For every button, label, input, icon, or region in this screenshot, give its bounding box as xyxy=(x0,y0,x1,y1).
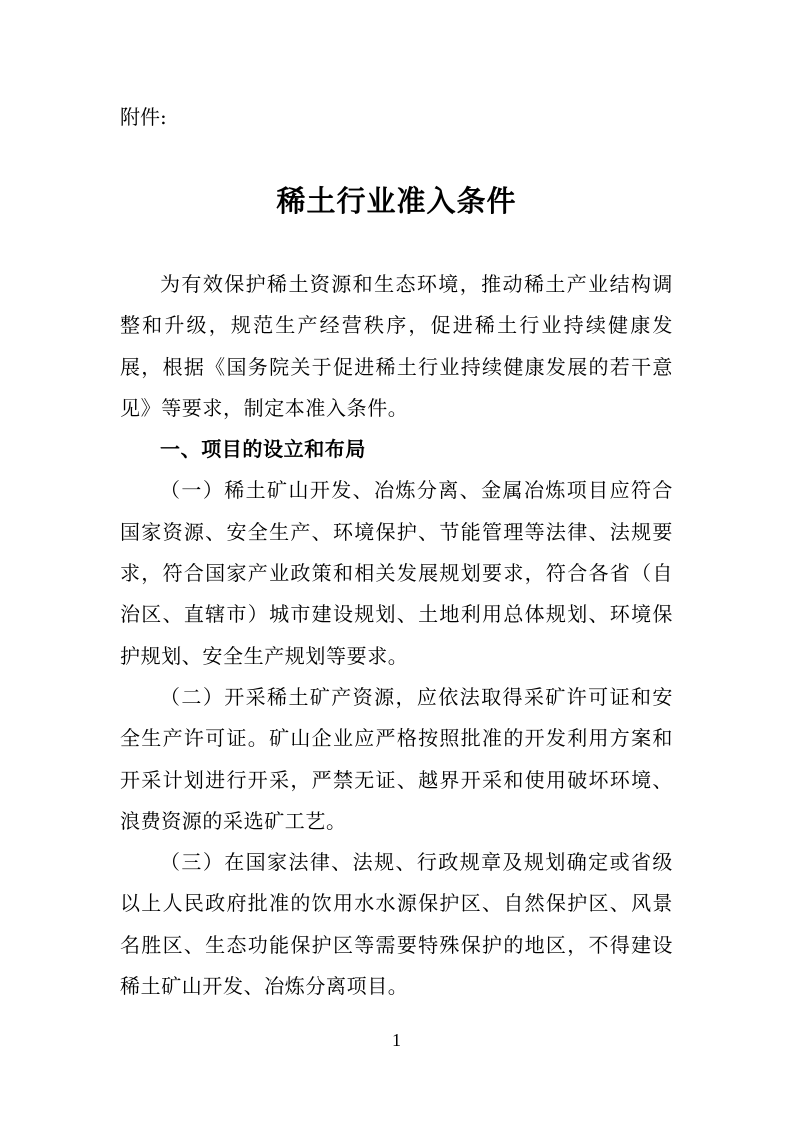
clause-paragraph-3: （三）在国家法律、法规、行政规章及规划确定或省级以上人民政府批准的饮用水水源保护区、自然保护区、风景名胜区、生态功能保护区等需要特殊保护的地区，不得建设稀土矿山开发、冶炼分离项目。 xyxy=(120,850,673,999)
page-number: 1 xyxy=(392,1030,401,1050)
clause-paragraph-1: （一）稀土矿山开发、冶炼分离、金属冶炼项目应符合国家资源、安全生产、环境保护、节能管理等法律、法规要求，符合国家产业政策和相关发展规划要求，符合各省（自治区、直辖市）城市建设规划、土地利用总体规划、环境保护规划、安全生产规划等要求。 xyxy=(120,478,673,668)
intro-paragraph: 为有效保护稀土资源和生态环境，推动稀土产业结构调整和升级，规范生产经营秩序，促进稀土行业持续健康发展，根据《国务院关于促进稀土行业持续健康发展的若干意见》等要求，制定本准入条件。 xyxy=(120,272,673,420)
section-heading: 一、项目的设立和布局 xyxy=(160,437,366,462)
document-body xyxy=(120,264,673,1007)
attachment-label: 附件: xyxy=(120,105,167,129)
document-title: 稀土行业准入条件 xyxy=(276,184,517,218)
clause-paragraph-2: （二）开采稀土矿产资源，应依法取得采矿许可证和安全生产许可证。矿山企业应严格按照批准的开发利用方案和开采计划进行开采，严禁无证、越界开采和使用破坏环境、浪费资源的采选矿工艺。 xyxy=(120,684,673,833)
